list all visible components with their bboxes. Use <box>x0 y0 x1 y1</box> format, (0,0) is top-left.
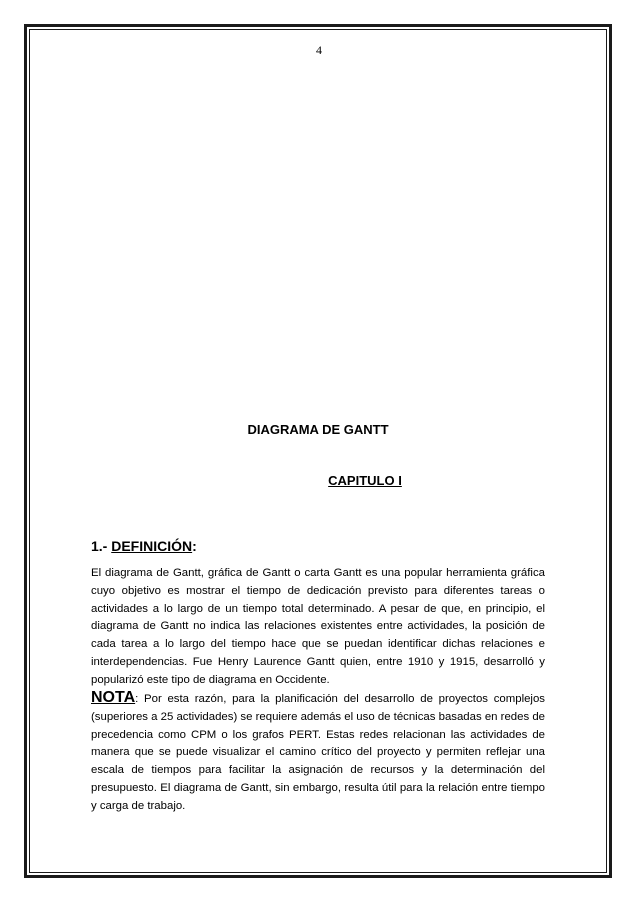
chapter-title <box>0 473 638 488</box>
section-heading-suffix: : <box>192 538 197 554</box>
nota-paragraph <box>91 689 545 816</box>
section-heading-text: DEFINICIÓN <box>111 538 193 554</box>
section-number: 1.- <box>91 538 108 554</box>
chapter-title-text: CAPITULO I <box>328 473 402 488</box>
section-heading <box>91 538 197 554</box>
nota-label: NOTA <box>91 689 136 706</box>
definition-paragraph: El diagrama de Gantt, gráfica de Gantt o carta Gantt es una popular herramienta gráfica cuyo objetivo es mostrar el tiempo de dedicación previsto para diferentes tareas o actividades a lo largo de un tiempo total determinado. A pesar de que, en principio, el diagrama de Gantt no indica las relaciones existentes entre actividades, la posición de cada tarea a lo largo del tiempo hace que se puedan identificar dichas relaciones e interdependencias. Fue Henry Laurence Gantt quien, entre 1910 y 1915, desarrolló y popularizó este tipo de diagrama en Occidente. <box>91 567 545 686</box>
document-title <box>0 422 638 437</box>
document-title-text: DIAGRAMA DE GANTT <box>247 422 389 437</box>
nota-text: : Por esta razón, para la planificación del desarrollo de proyectos complejos (superiores a 25 actividades) se requiere además el uso de técnicas basadas en redes de precedencia como CPM o los grafos PERT. Estas redes relacionan las actividades de manera que se puede visualizar el camino crítico del proyecto y permiten reflejar una escala de tiempos para facilitar la asignación de recursos y la determinación del presupuesto. El diagrama de Gantt, sin embargo, resulta útil para la relación entre tiempo y carga de trabajo. <box>91 693 545 812</box>
page-number: 4 <box>316 43 322 57</box>
